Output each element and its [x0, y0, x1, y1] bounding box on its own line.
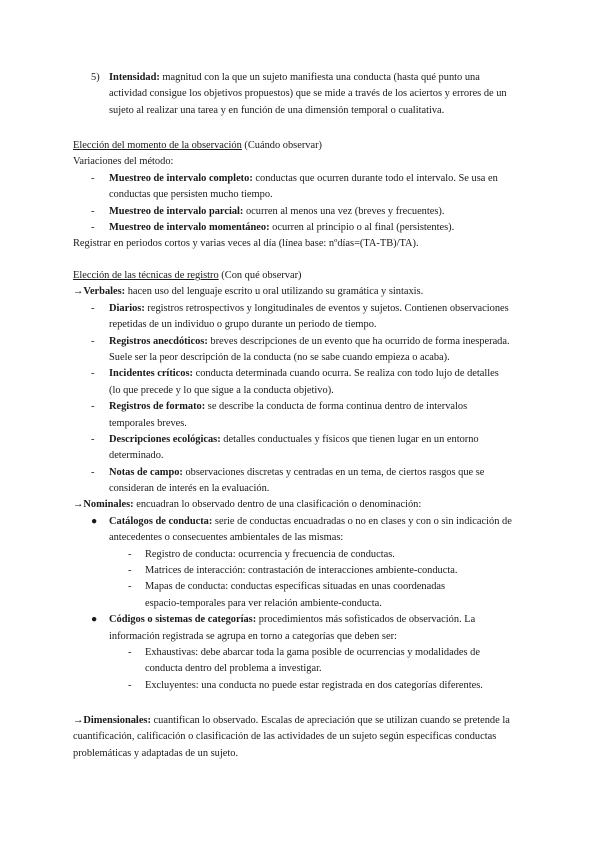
dash-bullet: -	[91, 172, 95, 184]
term: Descripciones ecológicas:	[109, 433, 221, 445]
list-item: ● Códigos o sistemas de categorías: procedimientos más sofisticados de observación. La	[0, 612, 600, 628]
dash-bullet: -	[91, 433, 95, 445]
term: Muestreo de intervalo completo:	[109, 172, 253, 184]
dash-bullet: -	[91, 466, 95, 478]
list-item: - Incidentes críticos: conducta determinada cuando ocurra. Se realiza con todo lujo de detalles	[0, 366, 600, 382]
intensidad-text: magnitud con la que un sujeto manifiesta una conducta (hasta qué punto una	[159, 72, 480, 83]
sub-list-item: - Mapas de conducta: conductas específicas situadas en unas coordenadas	[0, 579, 600, 595]
list-item: - Descripciones ecológicas: detalles conductuales y físicos que tienen lugar en un entorno	[0, 432, 600, 448]
list-item: - Registros de formato: se describe la conducta de forma continua dentro de intervalos	[0, 399, 600, 415]
term: Códigos o sistemas de categorías:	[109, 614, 257, 626]
term-nominales: Nominales:	[83, 499, 134, 511]
term-intensidad: Intensidad:	[109, 72, 160, 83]
arrow-icon: →	[73, 715, 84, 726]
term: Catálogos de conducta:	[109, 515, 213, 527]
dash-bullet: -	[128, 565, 132, 577]
bullet-dot-icon: ●	[91, 515, 98, 527]
tecnicas-section: Elección de las técnicas de registro (Con qué observar) →Verbales: hacen uso del lenguaje escrito u oral utilizando su gramática y sintaxis. - Diarios: registros retrospectivos y longitudinales de eventos y sujetos. Contienen observaciones repetidas de un individuo o grupo durante un periodo de tiempo. - Registros anecdóticos: breves descripciones de un evento que ha ocurrido de forma inesperada. Suele ser la peor descripción de la conducta (no se sabe cuando empieza o acaba). - Incidentes críticos: conducta determinada cuando ocurra. Se realiza con todo lujo de detalles (lo que precede y lo que sigue a la conducta objetivo). - Registros de formato: se describe la conducta de forma continua dentro de intervalos temporales breves. - Descripciones ecológicas: detalles conductuales y físicos que tienen lugar en un entorno determinado. - Notas de campo: observaciones discretas y centradas en un tema, de ciertos rasgos que se consideran de interés en la evaluación. →Nominales: encuadran lo observado dentro de una clasificación o denominación: ● Catálogos de conducta: serie de conductas encuadradas o no en clases y con o sin indicación de antecedentes o consecuentes ambientales de las mismas: - Registro de conducta: ocurrencia y frecuencia de conductas. - Matrices de interacción: contrastación de interacciones ambiente-conducta. - Mapas de conducta: conductas específicas situadas en unas coordenadas espacio-temporales para ver relación ambiente-conducta. ● Códigos o sistemas de categorías: procedimientos más sofisticados de observación. La información registrada se agrupa en torno a categorías que deben ser: - Exhaustivas: debe abarcar toda la gama posible de ocurrencias y modalidades de conducta dentro del problema a investigar. - Excluyentes: una conducta no puede estar registrada en dos categorías diferentes.	[0, 268, 600, 694]
intensidad-text: sujeto al realizar una tarea y en función de una dimensión temporal o cualitativa.	[109, 104, 445, 116]
arrow-icon: →	[73, 286, 84, 298]
dash-bullet: -	[128, 548, 132, 560]
section-heading: Elección de las técnicas de registro	[73, 270, 219, 281]
term: Muestreo de intervalo momentáneo:	[109, 221, 270, 233]
dash-bullet: -	[91, 302, 95, 314]
section-heading: Elección del momento de la observación	[73, 140, 242, 151]
dash-bullet: -	[91, 221, 95, 233]
list-number: 5)	[91, 72, 100, 83]
dash-bullet: -	[91, 205, 95, 217]
list-item: ● Catálogos de conducta: serie de conductas encuadradas o no en clases y con o sin indicación de	[0, 514, 600, 530]
bullet-dot-icon: ●	[91, 614, 98, 626]
dash-bullet: -	[91, 368, 95, 380]
term-dimensionales: Dimensionales:	[83, 715, 151, 726]
dash-bullet: -	[128, 646, 132, 658]
term-verbales: Verbales:	[83, 286, 126, 298]
sub-list-item: - Excluyentes: una conducta no puede estar registrada en dos categorías diferentes.	[0, 678, 600, 694]
momento-section: Elección del momento de la observación (Cuándo observar) Variaciones del método: - Muestreo de intervalo completo: conductas que ocurren durante todo el intervalo. Se usa en conductas que persisten mucho tiempo. - Muestreo de intervalo parcial: ocurren al menos una vez (breves y frecuentes). - Muestreo de intervalo momentáneo: ocurren al principio o al final (persistentes). Registrar en periodos cortos y varias veces al día (línea base: nºdías=(TA-TB)/TA).	[0, 138, 600, 253]
list-item: - Notas de campo: observaciones discretas y centradas en un tema, de ciertos rasgos que se	[0, 465, 600, 481]
term: Registros de formato:	[109, 401, 206, 413]
list-item: - Diarios: registros retrospectivos y longitudinales de eventos y sujetos. Contienen observaciones	[0, 301, 600, 317]
dimensionales-block: →Dimensionales: cuantifican lo observado. Escalas de apreciación que se utilizan cuando se pretende la cuantificación, calificación o clasificación de las actividades de un sujeto según específicas conductas problemáticas y adaptadas de un sujeto.	[73, 715, 510, 759]
arrow-icon: →	[73, 499, 84, 511]
intro-text: Variaciones del método:	[73, 156, 174, 168]
sub-list-item: - Registro de conducta: ocurrencia y frecuencia de conductas.	[0, 547, 600, 563]
list-item: - Muestreo de intervalo completo: conductas que ocurren durante todo el intervalo. Se usa en	[0, 171, 600, 187]
list-item: - Muestreo de intervalo parcial: ocurren al menos una vez (breves y frecuentes).	[0, 204, 600, 220]
term: Incidentes críticos:	[109, 368, 193, 380]
heading-note: (Con qué observar)	[218, 270, 302, 281]
intensidad-text: actividad consigue los objetivos propuestos) que se mide a través de los aciertos y errores de un	[109, 88, 507, 100]
term: Muestreo de intervalo parcial:	[109, 205, 244, 217]
intensidad-item	[0, 70, 600, 119]
list-item: - Muestreo de intervalo momentáneo: ocurren al principio o al final (persistentes).	[0, 220, 600, 236]
sub-list-item: - Exhaustivas: debe abarcar toda la gama posible de ocurrencias y modalidades de	[0, 645, 600, 661]
dash-bullet: -	[128, 581, 132, 593]
dash-bullet: -	[91, 335, 95, 347]
term: Registros anecdóticos:	[109, 335, 208, 347]
heading-note: (Cuándo observar)	[241, 140, 323, 151]
sub-list-item: - Matrices de interacción: contrastación de interacciones ambiente-conducta.	[0, 563, 600, 579]
term: Notas de campo:	[109, 466, 183, 478]
note-text: Registrar en periodos cortos y varias veces al día (línea base: nºdías=(TA-TB)/TA).	[73, 238, 419, 250]
term: Diarios:	[109, 302, 145, 314]
list-item: - Registros anecdóticos: breves descripciones de un evento que ha ocurrido de forma inesperada.	[0, 334, 600, 350]
dash-bullet: -	[128, 679, 132, 691]
dash-bullet: -	[91, 401, 95, 413]
